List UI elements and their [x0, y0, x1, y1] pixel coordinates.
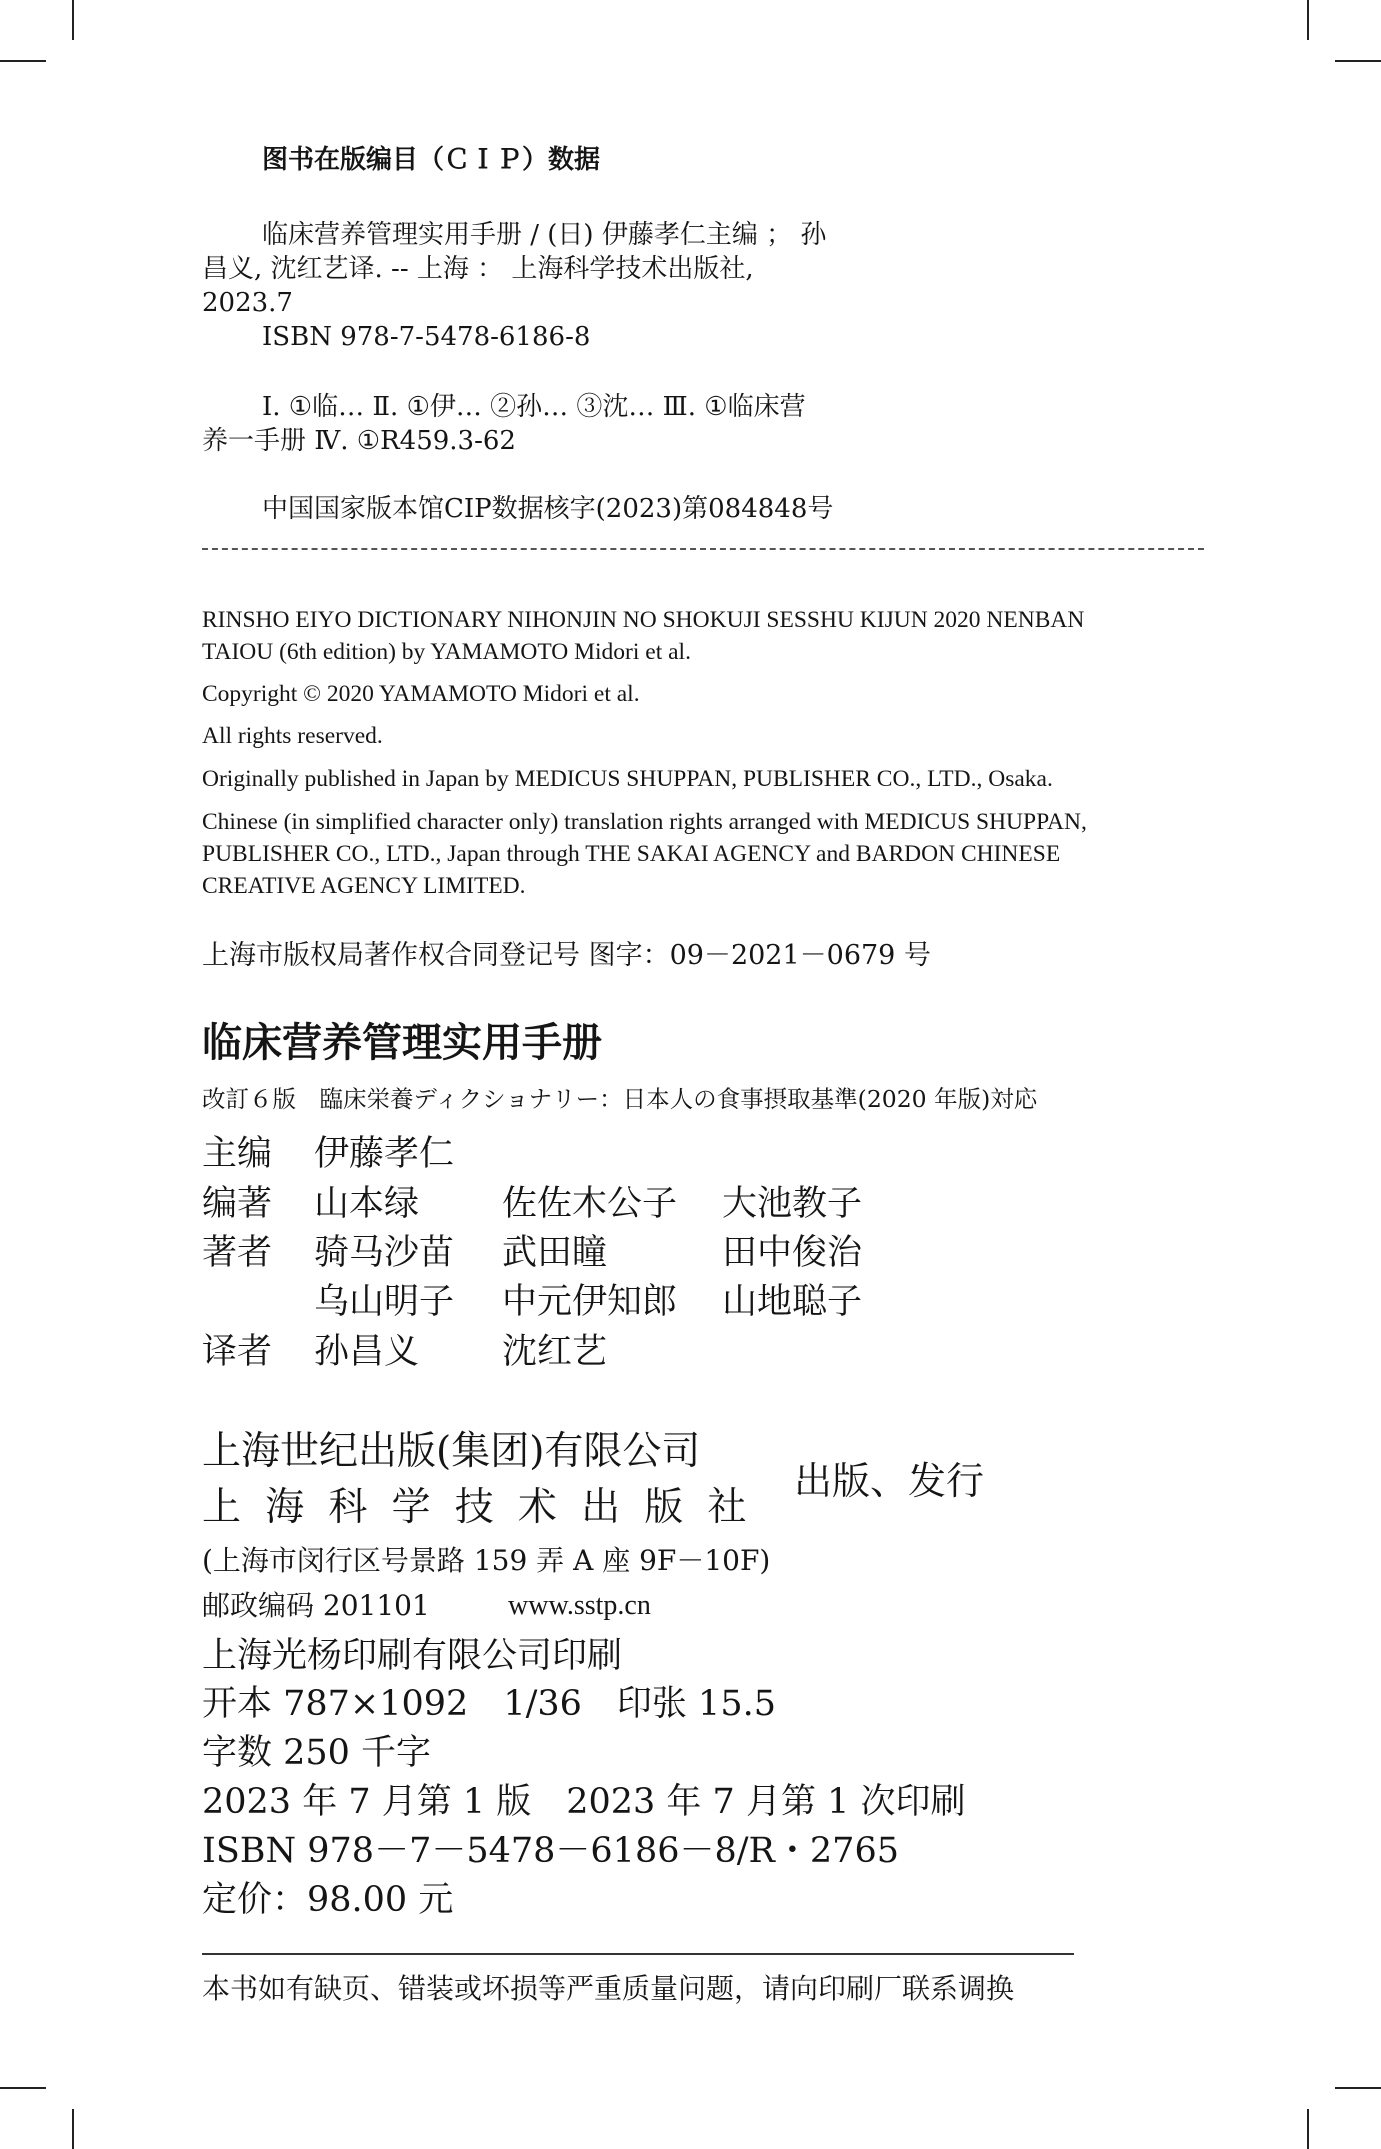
- publisher-role: 出版、发行: [794, 1459, 985, 1503]
- price: 定价：98.00 元: [202, 1880, 454, 1920]
- isbn-full: ISBN 978－7－5478－6186－8/R・2765: [202, 1831, 899, 1871]
- cip-entry-line: 2023.7: [202, 288, 293, 318]
- compiler-name: 佐佐木公子: [502, 1184, 678, 1224]
- footer-notice: 本书如有缺页、错装或坏损等严重质量问题，请向印刷厂联系调换: [202, 1972, 1015, 2005]
- author-name: 中元伊知郎: [502, 1282, 678, 1322]
- crop-mark: [1307, 2109, 1309, 2149]
- translator-name: 孙昌义: [314, 1332, 420, 1372]
- translation-rights-line: CREATIVE AGENCY LIMITED.: [202, 873, 526, 899]
- publisher-address: (上海市闵行区号景路 159 弄 A 座 9F－10F): [202, 1544, 771, 1577]
- author-name: 山地聪子: [722, 1282, 863, 1322]
- word-count: 字数 250 千字: [202, 1733, 432, 1773]
- editor-label: 主编: [202, 1134, 273, 1174]
- crop-mark: [1307, 0, 1309, 40]
- original-title-line: RINSHO EIYO DICTIONARY NIHONJIN NO SHOKUJI SESSHU KIJUN 2020 NENBAN: [202, 607, 1085, 633]
- compilers-label: 编著: [202, 1184, 273, 1224]
- book-title: 临床营养管理实用手册: [202, 1020, 602, 1066]
- publisher-press: 上海科学技术出版社: [202, 1485, 771, 1530]
- compiler-name: 大池教子: [722, 1184, 863, 1224]
- original-title-line: TAIOU (6th edition) by YAMAMOTO Midori et al.: [202, 639, 691, 665]
- crop-mark: [1335, 60, 1381, 62]
- format-info: 开本 787×1092 1/36 印张 15.5: [202, 1684, 776, 1724]
- cip-subject-line: 养一手册 Ⅳ. ①R459.3-62: [202, 426, 516, 456]
- cip-number: 中国国家版本馆CIP数据核字(2023)第084848号: [262, 494, 834, 524]
- footer-divider: [202, 1953, 1074, 1955]
- author-name: 武田瞳: [502, 1233, 608, 1273]
- cip-entry-line: 昌义, 沈红艺译. -- 上海 ： 上海科学技术出版社,: [202, 254, 754, 284]
- rights-reserved: All rights reserved.: [202, 723, 383, 749]
- edition-info: 2023 年 7 月第 1 版 2023 年 7 月第 1 次印刷: [202, 1782, 966, 1822]
- crop-mark: [72, 0, 74, 40]
- translation-rights-line: PUBLISHER CO., LTD., Japan through THE SAKAI AGENCY and BARDON CHINESE: [202, 841, 1061, 867]
- compiler-name: 山本绿: [314, 1184, 420, 1224]
- translator-name: 沈红艺: [502, 1332, 608, 1372]
- author-name: 骑马沙苗: [314, 1233, 455, 1273]
- copyright-line: Copyright © 2020 YAMAMOTO Midori et al.: [202, 681, 640, 707]
- author-name: 乌山明子: [314, 1282, 455, 1322]
- crop-mark: [72, 2109, 74, 2149]
- publisher-group: 上海世纪出版(集团)有限公司: [202, 1429, 701, 1474]
- editor-name: 伊藤孝仁: [314, 1134, 455, 1174]
- authors-label: 著者: [202, 1233, 273, 1273]
- translation-rights-line: Chinese (in simplified character only) translation rights arranged with MEDICUS SHUPPAN,: [202, 809, 1087, 835]
- cip-subject-line: Ⅰ. ①临… Ⅱ. ①伊… ②孙… ③沈… Ⅲ. ①临床营: [262, 392, 806, 422]
- copyright-registration: 上海市版权局著作权合同登记号 图字：09－2021－0679 号: [202, 940, 931, 971]
- printer: 上海光杨印刷有限公司印刷: [202, 1636, 623, 1676]
- cip-heading: 图书在版编目（ＣＩＰ）数据: [262, 145, 601, 175]
- website: www.sstp.cn: [508, 1590, 651, 1621]
- crop-mark: [1335, 2087, 1381, 2089]
- crop-mark: [0, 60, 46, 62]
- postcode: 邮政编码 201101: [202, 1589, 430, 1622]
- cip-isbn: ISBN 978-7-5478-6186-8: [262, 322, 591, 352]
- book-original-title: 改訂６版 臨床栄養ディクショナリー：日本人の食事摂取基準(2020 年版)対応: [202, 1085, 1038, 1113]
- dashed-divider: [202, 548, 1204, 550]
- crop-mark: [0, 2087, 46, 2089]
- cip-entry-line: 临床营养管理实用手册 / (日) 伊藤孝仁主编 ； 孙: [262, 220, 827, 250]
- translators-label: 译者: [202, 1332, 273, 1372]
- author-name: 田中俊治: [722, 1233, 863, 1273]
- originally-published: Originally published in Japan by MEDICUS SHUPPAN, PUBLISHER CO., LTD., Osaka.: [202, 766, 1053, 792]
